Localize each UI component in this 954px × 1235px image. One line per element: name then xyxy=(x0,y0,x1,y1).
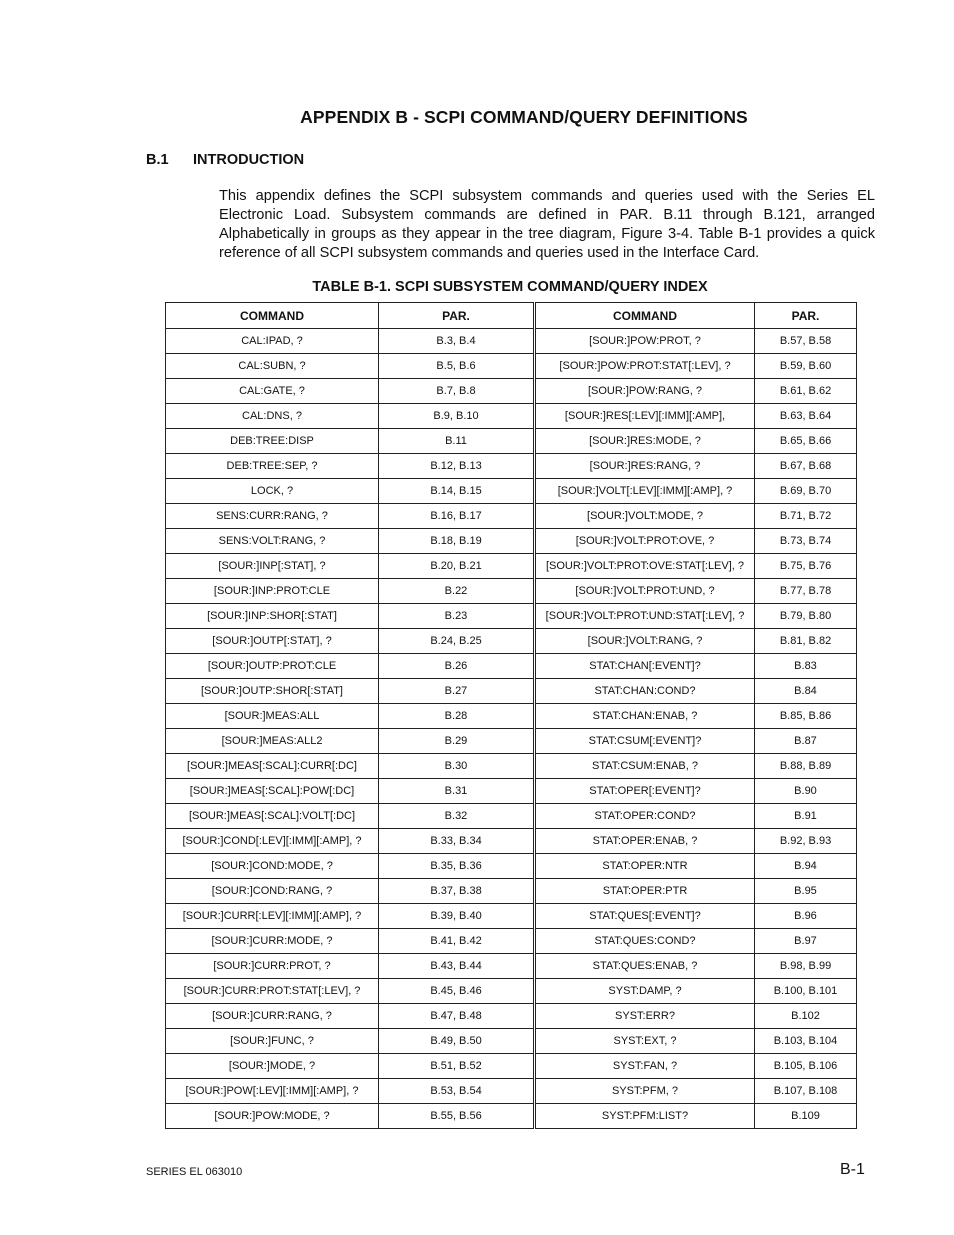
command-cell: STAT:QUES[:EVENT]? xyxy=(535,904,755,929)
command-cell: [SOUR:]RES:RANG, ? xyxy=(535,454,755,479)
command-cell: STAT:CHAN:COND? xyxy=(535,679,755,704)
command-cell: SYST:PFM, ? xyxy=(535,1079,755,1104)
par-cell: B.9, B.10 xyxy=(379,404,535,429)
command-cell: [SOUR:]CURR:MODE, ? xyxy=(166,929,379,954)
par-cell: B.37, B.38 xyxy=(379,879,535,904)
table-row xyxy=(166,329,857,354)
par-cell: B.59, B.60 xyxy=(755,354,857,379)
command-cell: STAT:CHAN[:EVENT]? xyxy=(535,654,755,679)
command-cell: [SOUR:]POW[:LEV][:IMM][:AMP], ? xyxy=(166,1079,379,1104)
table-row xyxy=(166,1104,857,1129)
command-cell: [SOUR:]MEAS[:SCAL]:POW[:DC] xyxy=(166,779,379,804)
par-cell: B.67, B.68 xyxy=(755,454,857,479)
command-cell: [SOUR:]FUNC, ? xyxy=(166,1029,379,1054)
command-cell: STAT:OPER:COND? xyxy=(535,804,755,829)
column-header: PAR. xyxy=(379,303,535,329)
par-cell: B.43, B.44 xyxy=(379,954,535,979)
table-row xyxy=(166,729,857,754)
par-cell: B.94 xyxy=(755,854,857,879)
table-row xyxy=(166,579,857,604)
command-cell: SYST:DAMP, ? xyxy=(535,979,755,1004)
par-cell: B.107, B.108 xyxy=(755,1079,857,1104)
column-header: COMMAND xyxy=(535,303,755,329)
command-cell: STAT:OPER:NTR xyxy=(535,854,755,879)
par-cell: B.57, B.58 xyxy=(755,329,857,354)
par-cell: B.96 xyxy=(755,904,857,929)
par-cell: B.61, B.62 xyxy=(755,379,857,404)
table-caption: TABLE B-1. SCPI SUBSYSTEM COMMAND/QUERY INDEX xyxy=(312,279,708,295)
table-row xyxy=(166,704,857,729)
command-cell: STAT:QUES:COND? xyxy=(535,929,755,954)
command-cell: STAT:OPER:PTR xyxy=(535,879,755,904)
par-cell: B.71, B.72 xyxy=(755,504,857,529)
par-cell: B.79, B.80 xyxy=(755,604,857,629)
par-cell: B.26 xyxy=(379,654,535,679)
par-cell: B.91 xyxy=(755,804,857,829)
table-row xyxy=(166,429,857,454)
table-row xyxy=(166,954,857,979)
command-cell: [SOUR:]INP:PROT:CLE xyxy=(166,579,379,604)
par-cell: B.97 xyxy=(755,929,857,954)
command-cell: STAT:CHAN:ENAB, ? xyxy=(535,704,755,729)
par-cell: B.27 xyxy=(379,679,535,704)
command-cell: [SOUR:]COND:MODE, ? xyxy=(166,854,379,879)
command-cell: CAL:DNS, ? xyxy=(166,404,379,429)
command-cell: [SOUR:]CURR[:LEV][:IMM][:AMP], ? xyxy=(166,904,379,929)
table-row xyxy=(166,929,857,954)
command-cell: SYST:ERR? xyxy=(535,1004,755,1029)
command-cell: [SOUR:]OUTP:PROT:CLE xyxy=(166,654,379,679)
par-cell: B.84 xyxy=(755,679,857,704)
table-row xyxy=(166,479,857,504)
par-cell: B.75, B.76 xyxy=(755,554,857,579)
table-row xyxy=(166,779,857,804)
column-header: PAR. xyxy=(755,303,857,329)
command-cell: CAL:SUBN, ? xyxy=(166,354,379,379)
command-cell: STAT:OPER:ENAB, ? xyxy=(535,829,755,854)
command-cell: [SOUR:]POW:RANG, ? xyxy=(535,379,755,404)
par-cell: B.98, B.99 xyxy=(755,954,857,979)
par-cell: B.12, B.13 xyxy=(379,454,535,479)
command-cell: [SOUR:]CURR:PROT, ? xyxy=(166,954,379,979)
table-row xyxy=(166,629,857,654)
command-cell: STAT:CSUM:ENAB, ? xyxy=(535,754,755,779)
par-cell: B.28 xyxy=(379,704,535,729)
command-cell: SYST:PFM:LIST? xyxy=(535,1104,755,1129)
par-cell: B.3, B.4 xyxy=(379,329,535,354)
par-cell: B.69, B.70 xyxy=(755,479,857,504)
table-row xyxy=(166,654,857,679)
command-cell: [SOUR:]CURR:RANG, ? xyxy=(166,1004,379,1029)
par-cell: B.81, B.82 xyxy=(755,629,857,654)
par-cell: B.39, B.40 xyxy=(379,904,535,929)
page-number: B-1 xyxy=(840,1161,865,1178)
table-row xyxy=(166,829,857,854)
command-cell: CAL:IPAD, ? xyxy=(166,329,379,354)
par-cell: B.14, B.15 xyxy=(379,479,535,504)
command-cell: [SOUR:]VOLT:PROT:OVE:STAT[:LEV], ? xyxy=(535,554,755,579)
par-cell: B.41, B.42 xyxy=(379,929,535,954)
command-cell: DEB:TREE:DISP xyxy=(166,429,379,454)
table-row xyxy=(166,879,857,904)
par-cell: B.23 xyxy=(379,604,535,629)
par-cell: B.11 xyxy=(379,429,535,454)
command-cell: [SOUR:]MEAS:ALL2 xyxy=(166,729,379,754)
section-number: B.1 xyxy=(146,152,169,168)
par-cell: B.5, B.6 xyxy=(379,354,535,379)
table-row xyxy=(166,904,857,929)
table-row xyxy=(166,554,857,579)
command-cell: [SOUR:]CURR:PROT:STAT[:LEV], ? xyxy=(166,979,379,1004)
command-index-table xyxy=(165,302,857,1129)
command-cell: [SOUR:]MEAS:ALL xyxy=(166,704,379,729)
command-cell: [SOUR:]COND[:LEV][:IMM][:AMP], ? xyxy=(166,829,379,854)
par-cell: B.95 xyxy=(755,879,857,904)
command-cell: SENS:VOLT:RANG, ? xyxy=(166,529,379,554)
par-cell: B.31 xyxy=(379,779,535,804)
par-cell: B.30 xyxy=(379,754,535,779)
par-cell: B.88, B.89 xyxy=(755,754,857,779)
command-cell: SYST:FAN, ? xyxy=(535,1054,755,1079)
par-cell: B.55, B.56 xyxy=(379,1104,535,1129)
command-cell: [SOUR:]OUTP[:STAT], ? xyxy=(166,629,379,654)
section-title: INTRODUCTION xyxy=(193,152,305,168)
table-row xyxy=(166,854,857,879)
column-header: COMMAND xyxy=(166,303,379,329)
command-cell: [SOUR:]MEAS[:SCAL]:CURR[:DC] xyxy=(166,754,379,779)
par-cell: B.87 xyxy=(755,729,857,754)
command-cell: [SOUR:]RES[:LEV][:IMM][:AMP], xyxy=(535,404,755,429)
table-row xyxy=(166,804,857,829)
command-cell: [SOUR:]COND:RANG, ? xyxy=(166,879,379,904)
command-cell: [SOUR:]MODE, ? xyxy=(166,1054,379,1079)
command-cell: [SOUR:]VOLT:PROT:OVE, ? xyxy=(535,529,755,554)
command-cell: STAT:CSUM[:EVENT]? xyxy=(535,729,755,754)
page-title: APPENDIX B - SCPI COMMAND/QUERY DEFINITIONS xyxy=(300,107,748,127)
par-cell: B.18, B.19 xyxy=(379,529,535,554)
par-cell: B.90 xyxy=(755,779,857,804)
par-cell: B.102 xyxy=(755,1004,857,1029)
command-cell: SYST:EXT, ? xyxy=(535,1029,755,1054)
intro-paragraph: This appendix defines the SCPI subsystem commands and queries used with the Series EL Electronic Load. Subsystem commands are defined in PAR. B.11 through B.121, arranged Alphabetically in groups as they appear in the tree diagram, Figure 3-4. Table B-1 provides a quick reference of all SCPI subsystem commands and queries used in the Interface Card. xyxy=(219,188,875,261)
command-cell: [SOUR:]VOLT[:LEV][:IMM][:AMP], ? xyxy=(535,479,755,504)
par-cell: B.83 xyxy=(755,654,857,679)
par-cell: B.24, B.25 xyxy=(379,629,535,654)
command-cell: [SOUR:]VOLT:PROT:UND, ? xyxy=(535,579,755,604)
command-cell: SENS:CURR:RANG, ? xyxy=(166,504,379,529)
par-cell: B.29 xyxy=(379,729,535,754)
par-cell: B.92, B.93 xyxy=(755,829,857,854)
table-row xyxy=(166,504,857,529)
table-row xyxy=(166,379,857,404)
par-cell: B.63, B.64 xyxy=(755,404,857,429)
table-row xyxy=(166,1029,857,1054)
par-cell: B.22 xyxy=(379,579,535,604)
table-row xyxy=(166,1004,857,1029)
table-row xyxy=(166,404,857,429)
par-cell: B.33, B.34 xyxy=(379,829,535,854)
table-body xyxy=(166,329,857,1129)
table-row xyxy=(166,529,857,554)
command-cell: [SOUR:]POW:PROT, ? xyxy=(535,329,755,354)
table-row xyxy=(166,354,857,379)
command-cell: STAT:QUES:ENAB, ? xyxy=(535,954,755,979)
par-cell: B.105, B.106 xyxy=(755,1054,857,1079)
par-cell: B.85, B.86 xyxy=(755,704,857,729)
command-cell: DEB:TREE:SEP, ? xyxy=(166,454,379,479)
par-cell: B.100, B.101 xyxy=(755,979,857,1004)
footer-series: SERIES EL 063010 xyxy=(146,1166,243,1178)
command-cell: [SOUR:]INP[:STAT], ? xyxy=(166,554,379,579)
command-cell: [SOUR:]POW:MODE, ? xyxy=(166,1104,379,1129)
command-cell: [SOUR:]OUTP:SHOR[:STAT] xyxy=(166,679,379,704)
par-cell: B.16, B.17 xyxy=(379,504,535,529)
command-cell: [SOUR:]VOLT:RANG, ? xyxy=(535,629,755,654)
table-row xyxy=(166,1054,857,1079)
par-cell: B.35, B.36 xyxy=(379,854,535,879)
par-cell: B.73, B.74 xyxy=(755,529,857,554)
par-cell: B.51, B.52 xyxy=(379,1054,535,1079)
par-cell: B.7, B.8 xyxy=(379,379,535,404)
command-cell: [SOUR:]VOLT:MODE, ? xyxy=(535,504,755,529)
par-cell: B.53, B.54 xyxy=(379,1079,535,1104)
table-row xyxy=(166,979,857,1004)
table-row xyxy=(166,754,857,779)
command-cell: [SOUR:]INP:SHOR[:STAT] xyxy=(166,604,379,629)
par-cell: B.20, B.21 xyxy=(379,554,535,579)
command-cell: CAL:GATE, ? xyxy=(166,379,379,404)
par-cell: B.32 xyxy=(379,804,535,829)
command-cell: LOCK, ? xyxy=(166,479,379,504)
command-cell: [SOUR:]POW:PROT:STAT[:LEV], ? xyxy=(535,354,755,379)
par-cell: B.77, B.78 xyxy=(755,579,857,604)
table-row xyxy=(166,604,857,629)
table-row xyxy=(166,1079,857,1104)
par-cell: B.65, B.66 xyxy=(755,429,857,454)
table-header-row xyxy=(166,303,857,329)
table-row xyxy=(166,454,857,479)
command-cell: [SOUR:]MEAS[:SCAL]:VOLT[:DC] xyxy=(166,804,379,829)
command-cell: [SOUR:]VOLT:PROT:UND:STAT[:LEV], ? xyxy=(535,604,755,629)
table-row xyxy=(166,679,857,704)
par-cell: B.103, B.104 xyxy=(755,1029,857,1054)
par-cell: B.47, B.48 xyxy=(379,1004,535,1029)
command-cell: STAT:OPER[:EVENT]? xyxy=(535,779,755,804)
par-cell: B.109 xyxy=(755,1104,857,1129)
par-cell: B.49, B.50 xyxy=(379,1029,535,1054)
par-cell: B.45, B.46 xyxy=(379,979,535,1004)
command-cell: [SOUR:]RES:MODE, ? xyxy=(535,429,755,454)
